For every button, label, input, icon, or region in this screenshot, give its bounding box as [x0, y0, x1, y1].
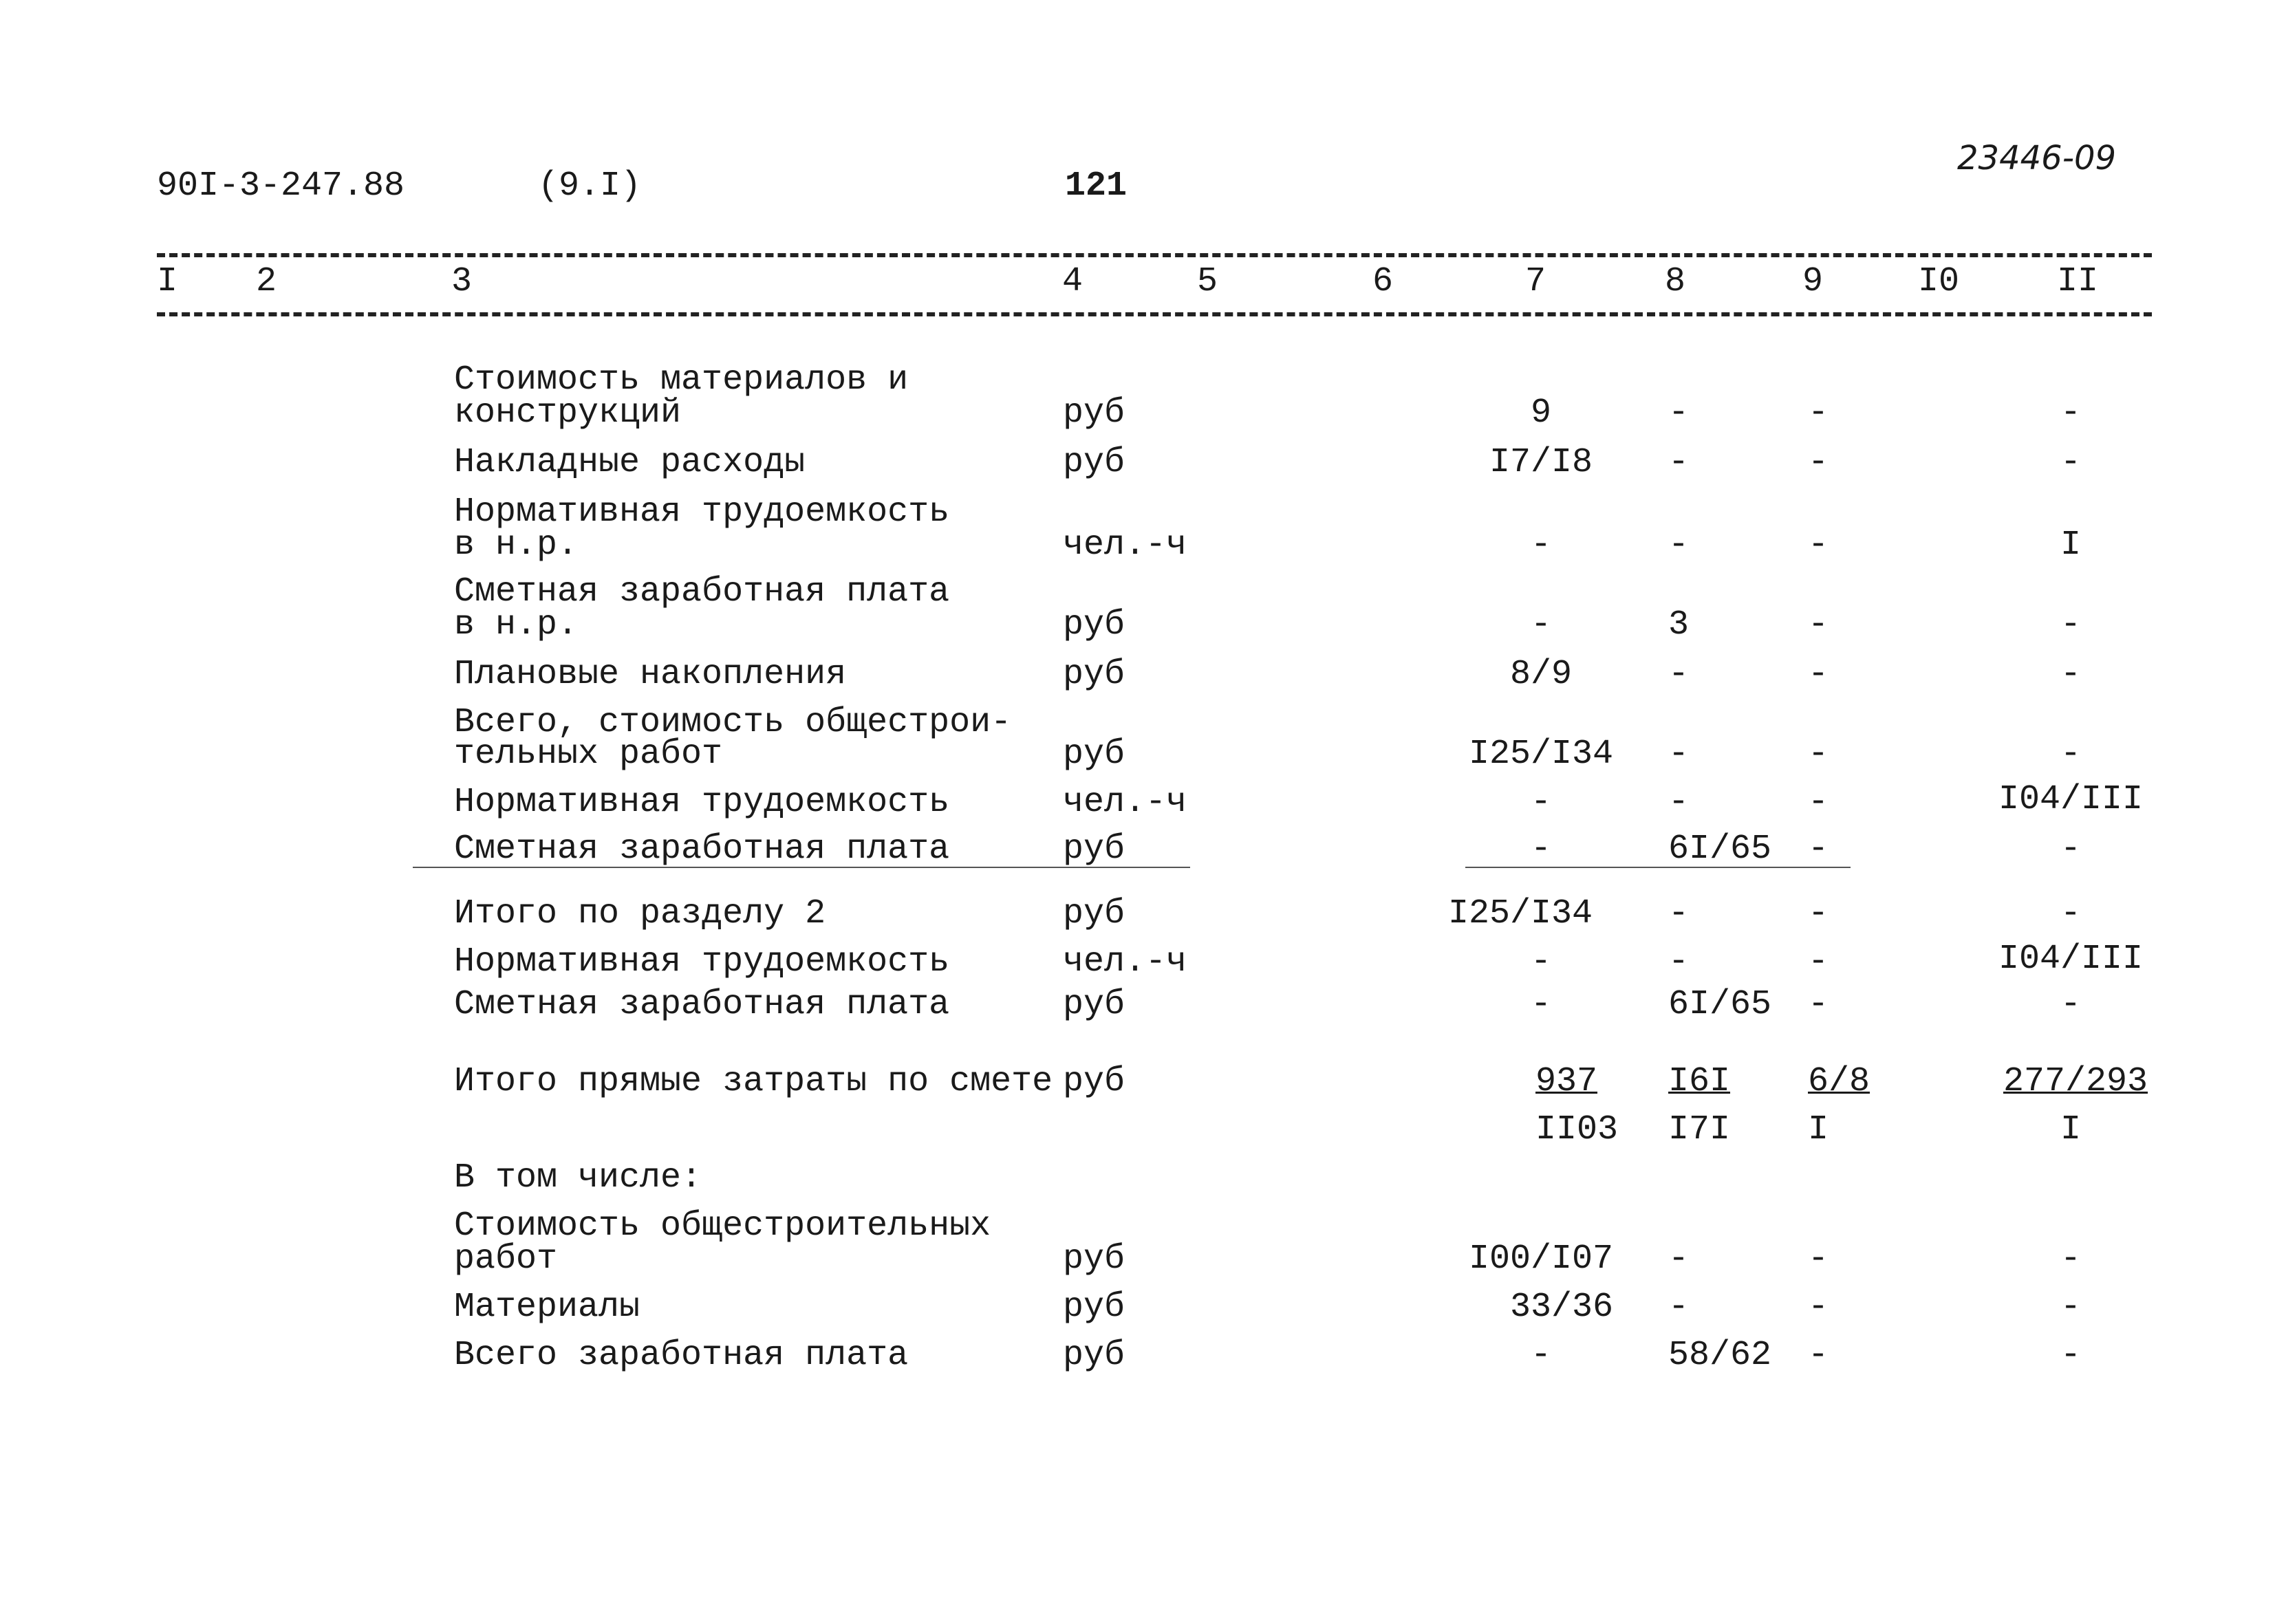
col7-cell: 937: [1535, 1062, 1598, 1101]
col8-cell: -: [1668, 894, 1690, 933]
row-label-line: Итого по разделу 2: [454, 894, 826, 933]
row-label-line: конструкций: [454, 393, 682, 433]
col8-cell: -: [1668, 526, 1690, 565]
page-number: 121: [1065, 166, 1128, 206]
col11-cell: I04/III: [1998, 780, 2144, 819]
unit-cell: чел.-ч: [1063, 942, 1187, 982]
col9-cell: I: [1808, 1110, 1829, 1149]
col7-cell: -: [1530, 942, 1551, 982]
row-label-line: работ: [454, 1239, 558, 1279]
col-header-4: 4: [1062, 262, 1083, 301]
unit-cell: руб: [1063, 830, 1125, 869]
col9-cell: -: [1808, 655, 1829, 694]
col11-cell: I04/III: [1998, 940, 2144, 979]
row-label-line: Нормативная трудоемкость: [454, 492, 950, 532]
col7-cell: -: [1530, 985, 1551, 1024]
row-label-line: Накладные расходы: [454, 443, 806, 482]
col8-cell: -: [1668, 942, 1690, 982]
col11-cell: -: [2060, 735, 2081, 774]
col9-cell: -: [1808, 1288, 1829, 1327]
col11-cell: -: [2060, 985, 2081, 1024]
col11-cell: I: [2060, 526, 2081, 565]
col11-cell: -: [2060, 605, 2081, 645]
col11-cell: -: [2060, 443, 2081, 482]
col-header-9: 9: [1802, 262, 1824, 301]
row-label-line: Стоимость материалов и: [454, 360, 909, 400]
col7-cell: 8/9: [1509, 655, 1572, 694]
unit-cell: руб: [1063, 1062, 1125, 1101]
section-number: (9.I): [538, 166, 642, 206]
unit-cell: чел.-ч: [1063, 526, 1187, 565]
unit-cell: руб: [1063, 1336, 1125, 1375]
col7-cell: -: [1530, 1336, 1551, 1375]
col7-cell: -: [1530, 830, 1551, 869]
unit-cell: руб: [1063, 985, 1125, 1024]
col8-cell: -: [1668, 783, 1690, 822]
col8-cell: 6I/65: [1668, 985, 1772, 1024]
col8-cell: 58/62: [1668, 1336, 1772, 1375]
col8-cell: -: [1668, 1239, 1690, 1279]
row-label-line: в н.р.: [454, 526, 579, 565]
col-header-6: 6: [1372, 262, 1394, 301]
unit-cell: руб: [1063, 655, 1125, 694]
header-top-rule: [157, 253, 2152, 257]
col8-cell: -: [1668, 1288, 1690, 1327]
col8-cell: I6I: [1668, 1062, 1731, 1101]
col9-cell: -: [1808, 526, 1829, 565]
col11-cell: -: [2060, 894, 2081, 933]
col7-cell: 9: [1530, 393, 1551, 433]
col8-cell: -: [1668, 443, 1690, 482]
col7-cell: I00/I07: [1468, 1239, 1614, 1279]
subtotal-rule: [413, 867, 1190, 868]
row-label-line: Всего, стоимость общестрои-: [454, 703, 1012, 742]
col11-cell: -: [2060, 1239, 2081, 1279]
col8-cell: 3: [1668, 605, 1690, 645]
row-label-line: тельных работ: [454, 735, 723, 774]
row-label-line: В том числе:: [454, 1158, 702, 1198]
unit-cell: руб: [1063, 735, 1125, 774]
unit-cell: руб: [1063, 894, 1125, 933]
unit-cell: руб: [1063, 1239, 1125, 1279]
row-label-line: Плановые накопления: [454, 655, 847, 694]
col-header-5: 5: [1197, 262, 1218, 301]
col-header-10: I0: [1918, 262, 1960, 301]
row-label-line: Всего заработная плата: [454, 1336, 909, 1375]
col9-cell: -: [1808, 942, 1829, 982]
row-label-line: в н.р.: [454, 605, 579, 645]
col11-cell: -: [2060, 655, 2081, 694]
col8-cell: -: [1668, 655, 1690, 694]
unit-cell: руб: [1063, 443, 1125, 482]
row-label-line: Сметная заработная плата: [454, 985, 950, 1024]
col11-cell: -: [2060, 1336, 2081, 1375]
col8-cell: -: [1668, 393, 1690, 433]
col9-cell: -: [1808, 443, 1829, 482]
col8-cell: 6I/65: [1668, 830, 1772, 869]
col7-cell: 33/36: [1509, 1288, 1614, 1327]
col11-cell: -: [2060, 830, 2081, 869]
col9-cell: -: [1808, 393, 1829, 433]
row-label-line: Сметная заработная плата: [454, 830, 950, 869]
row-label-line: Стоимость общестроительных: [454, 1206, 991, 1246]
col9-cell: -: [1808, 783, 1829, 822]
col9-cell: -: [1808, 894, 1829, 933]
col9-cell: -: [1808, 605, 1829, 645]
col-header-3: 3: [451, 262, 473, 301]
col-header-7: 7: [1525, 262, 1546, 301]
col9-cell: -: [1808, 1336, 1829, 1375]
col9-cell: -: [1808, 830, 1829, 869]
unit-cell: руб: [1063, 393, 1125, 433]
unit-cell: чел.-ч: [1063, 783, 1187, 822]
col7-cell: -: [1530, 783, 1551, 822]
col7-cell: I25/I34: [1447, 894, 1593, 933]
col7-cell: II03: [1535, 1110, 1619, 1149]
col-header-11: II: [2057, 262, 2099, 301]
col7-cell: -: [1530, 526, 1551, 565]
col9-cell: -: [1808, 1239, 1829, 1279]
col9-cell: 6/8: [1808, 1062, 1870, 1101]
col11-cell: 277/293: [2003, 1062, 2148, 1101]
subtotal-rule: [1465, 867, 1851, 868]
col11-cell: I: [2060, 1110, 2081, 1149]
row-label-line: Итого прямые затраты по смете: [454, 1062, 1053, 1101]
col-header-1: I: [157, 262, 178, 301]
header-bottom-rule: [157, 312, 2152, 316]
col11-cell: -: [2060, 393, 2081, 433]
col9-cell: -: [1808, 985, 1829, 1024]
col9-cell: -: [1808, 735, 1829, 774]
unit-cell: руб: [1063, 1288, 1125, 1327]
col-header-8: 8: [1665, 262, 1686, 301]
archive-stamp: 23446-09: [1957, 139, 2117, 177]
col-header-2: 2: [256, 262, 277, 301]
row-label-line: Нормативная трудоемкость: [454, 783, 950, 822]
col11-cell: -: [2060, 1288, 2081, 1327]
doc-code: 90I-3-247.88: [157, 166, 405, 206]
row-label-line: Сметная заработная плата: [454, 572, 950, 611]
unit-cell: руб: [1063, 605, 1125, 645]
row-label-line: Нормативная трудоемкость: [454, 942, 950, 982]
col7-cell: I25/I34: [1468, 735, 1614, 774]
col7-cell: I7/I8: [1489, 443, 1593, 482]
row-label-line: Материалы: [454, 1288, 640, 1327]
col8-cell: I7I: [1668, 1110, 1731, 1149]
col7-cell: -: [1530, 605, 1551, 645]
col8-cell: -: [1668, 735, 1690, 774]
